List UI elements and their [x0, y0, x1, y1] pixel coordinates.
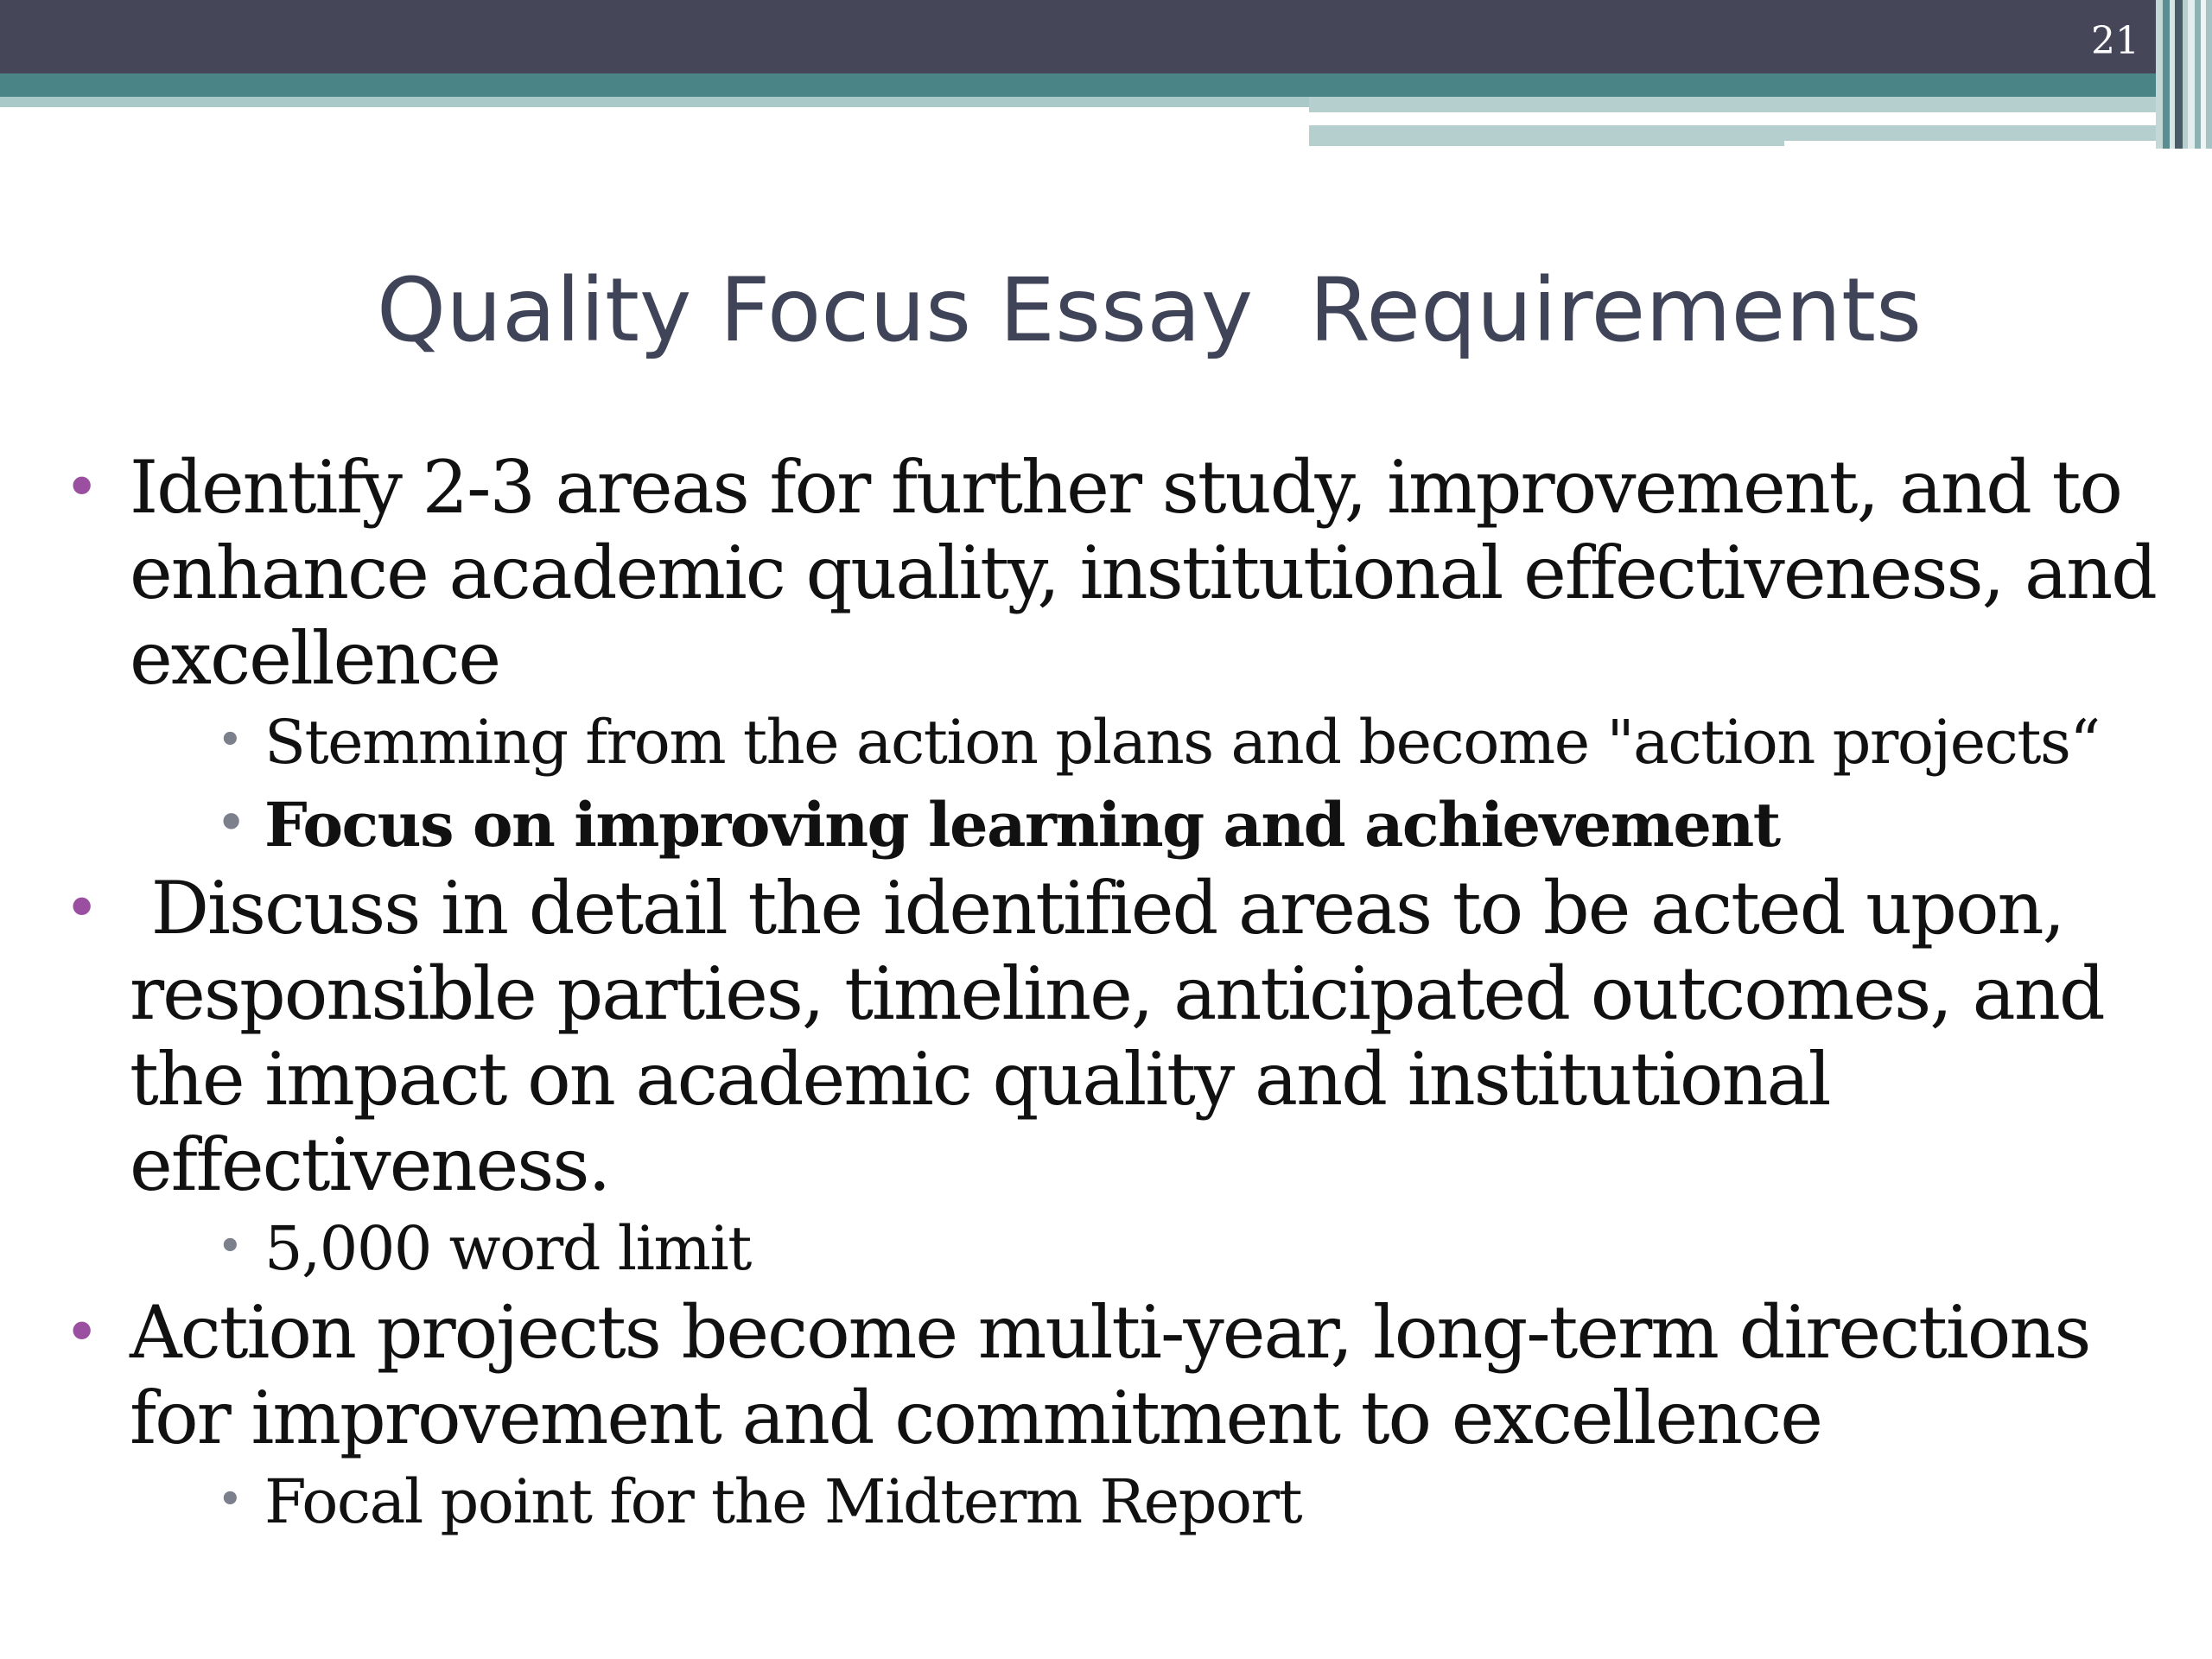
bullet-text: Action projects become multi-year, long-term directions for improvement and commitment to excellence: [130, 1290, 2090, 1460]
header-band-light-low: [1309, 125, 1784, 146]
sub-bullet-dot-icon: •: [217, 715, 243, 766]
header-stripe: [2206, 0, 2212, 149]
sub-bullet-dot-icon: •: [217, 797, 245, 849]
header-stripe: [2163, 0, 2170, 149]
bullet-item: [64, 445, 2212, 702]
header-band-teal: [0, 73, 2212, 97]
bullet-item: [64, 866, 2212, 1208]
sub-bullet-dot-icon: •: [217, 1474, 243, 1526]
header-band-dark: [0, 0, 2212, 73]
sub-bullet-dot-icon: •: [217, 1221, 243, 1273]
header-band-light-left: [0, 97, 1309, 107]
bullet-dot-icon: •: [64, 873, 99, 944]
sub-bullet-item: [217, 1208, 2212, 1290]
sub-bullet-item: [217, 784, 2212, 866]
bullet-dot-icon: •: [64, 452, 99, 523]
sub-bullet-text: Focus on improving learning and achievement: [264, 789, 1780, 861]
header-stripe: [2156, 0, 2163, 149]
bullet-item: [64, 1290, 2212, 1461]
bullet-text: Discuss in detail the identified areas to be acted upon, responsible parties, timeline, anticipated outcomes, and the impact on academic quality and institutional effectiveness.: [130, 866, 2126, 1207]
sub-bullet-text: Stemming from the action plans and become "action projects“: [264, 707, 2100, 778]
bullet-list: [0, 445, 2212, 1543]
header-stripe: [2195, 0, 2201, 149]
header-stripe: [2188, 0, 2195, 149]
sub-bullet-item: [217, 1461, 2212, 1543]
bullet-text: Identify 2-3 areas for further study, improvement, and to enhance academic quality, institutional effectiveness, and excellence: [130, 445, 2156, 701]
header-band-light-right: [1309, 97, 2156, 112]
sub-bullet-item: [217, 702, 2212, 784]
slide-number: 21: [2091, 19, 2139, 63]
header-stripe: [2175, 0, 2183, 149]
sub-bullet-text: 5,000 word limit: [264, 1213, 751, 1284]
slide-title: Quality Focus Essay Requirements: [376, 259, 1923, 362]
sub-bullet-text: Focal point for the Midterm Report: [264, 1466, 1302, 1537]
header-band-light-low-right: [1784, 125, 2156, 141]
bullet-dot-icon: •: [64, 1297, 99, 1368]
